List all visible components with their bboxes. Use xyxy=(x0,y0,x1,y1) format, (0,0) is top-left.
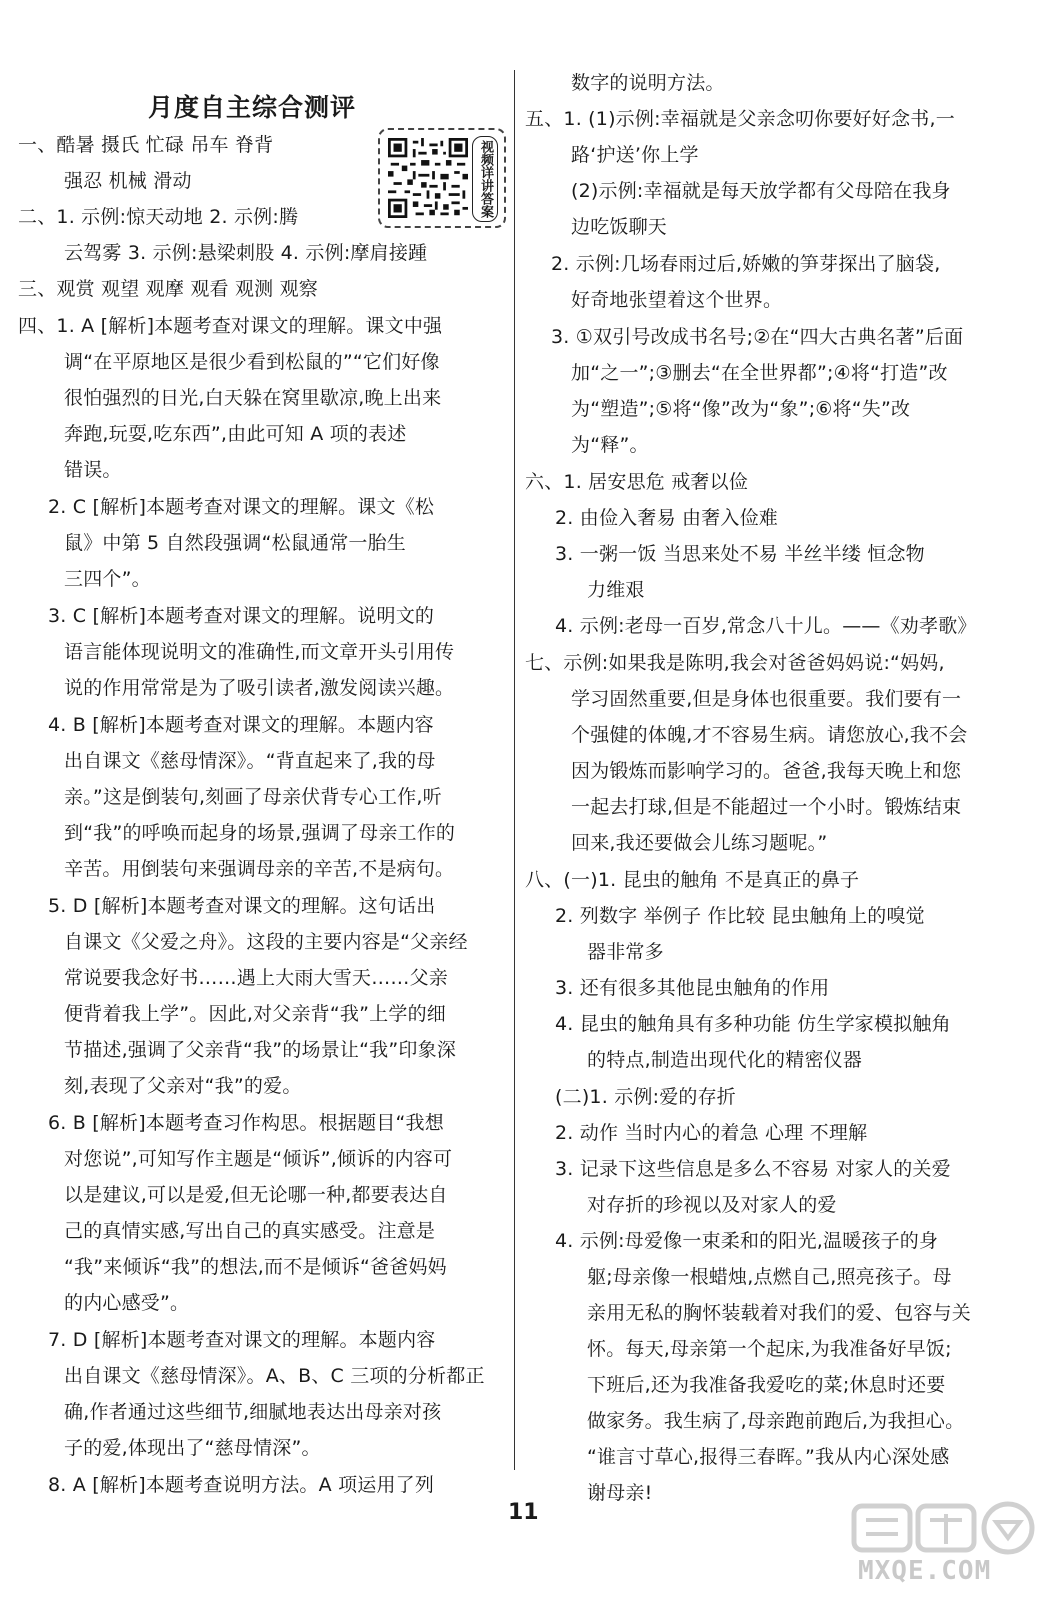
left-line: 2. C [解析]本题考查对课文的理解。课文《松 xyxy=(48,496,435,518)
qr-video-tag[interactable] xyxy=(472,136,498,222)
left-line: 7. D [解析]本题考查对课文的理解。本题内容 xyxy=(48,1329,436,1351)
right-line: 个强健的体魄,才不容易生病。请您放心,我不会 xyxy=(571,724,968,746)
watermark-logo-icon xyxy=(850,1500,1040,1556)
right-line: 亲用无私的胸怀装载着对我们的爱、包容与关 xyxy=(587,1302,972,1324)
left-line: 常说要我念好书……遇上大雨大雪天……父亲 xyxy=(64,967,449,989)
qr-video-label: 视频详讲答案 xyxy=(478,140,493,218)
right-line: 3. 还有很多其他昆虫触角的作用 xyxy=(555,977,830,999)
left-line: 8. A [解析]本题考查说明方法。A 项运用了列 xyxy=(48,1474,435,1496)
right-line: 3. 一粥一饭 当思来处不易 半丝半缕 恒念物 xyxy=(555,543,925,565)
left-line: 出自课文《慈母情深》。A、B、C 三项的分析都正 xyxy=(64,1365,485,1387)
left-line: 子的爱,体现出了“慈母情深”。 xyxy=(64,1437,321,1459)
left-line: 自课文《父爱之舟》。这段的主要内容是“父亲经 xyxy=(64,931,468,953)
right-line: 五、1. (1)示例:幸福就是父亲念叨你要好好念书,一 xyxy=(525,108,955,130)
right-line: 边吃饭聊天 xyxy=(571,216,668,238)
right-line: 3. ①双引号改成书名号;②在“四大古典名著”后面 xyxy=(551,326,964,348)
left-line: 语言能体现说明文的准确性,而文章开头引用传 xyxy=(64,641,455,663)
left-line: 三四个”。 xyxy=(64,568,151,590)
qr-code-icon[interactable] xyxy=(388,138,468,218)
left-line: 到“我”的呼唤而起身的场景,强调了母亲工作的 xyxy=(64,822,456,844)
page-number: 11 xyxy=(508,1500,539,1525)
right-line: 路‘护送’你上学 xyxy=(571,144,699,166)
left-line: 调“在平原地区是很少看到松鼠的”“它们好像 xyxy=(64,351,440,373)
watermark-text: MXQE.COM xyxy=(858,1556,992,1586)
right-line: 器非常多 xyxy=(587,941,664,963)
right-line: 4. 示例:母爱像一束柔和的阳光,温暖孩子的身 xyxy=(555,1230,939,1252)
left-line: 对您说”,可知写作主题是“倾诉”,倾诉的内容可 xyxy=(64,1148,453,1170)
right-line: 3. 记录下这些信息是多么不容易 对家人的关爱 xyxy=(555,1158,951,1180)
right-line: (二)1. 示例:爱的存折 xyxy=(555,1086,736,1108)
left-line: 亲。”这是倒装句,刻画了母亲伏背专心工作,听 xyxy=(64,786,442,808)
left-line: 很怕强烈的日光,白天躲在窝里歇凉,晚上出来 xyxy=(64,387,442,409)
left-line: 鼠》中第 5 自然段强调“松鼠通常一胎生 xyxy=(64,532,407,554)
left-line: 以是建议,可以是爱,但无论哪一种,都要表达自 xyxy=(64,1184,448,1206)
right-line: 回来,我还要做会儿练习题呢。” xyxy=(571,832,828,854)
right-line: 2. 动作 当时内心的着急 心理 不理解 xyxy=(555,1122,868,1144)
left-line: 己的真情实感,写出自己的真实感受。注意是 xyxy=(64,1220,436,1242)
right-line: 2. 列数字 举例子 作比较 昆虫触角上的嗅觉 xyxy=(555,905,925,927)
left-line: 5. D [解析]本题考查对课文的理解。这句话出 xyxy=(48,895,436,917)
left-line: “我”来倾诉“我”的想法,而不是倾诉“爸爸妈妈 xyxy=(64,1256,447,1278)
right-line: 数字的说明方法。 xyxy=(571,72,725,94)
left-line: 4. B [解析]本题考查对课文的理解。本题内容 xyxy=(48,714,434,736)
left-line: 错误。 xyxy=(64,459,122,481)
left-line: 的内心感受”。 xyxy=(64,1292,190,1314)
right-line: 因为锻炼而影响学习的。爸爸,我每天晚上和您 xyxy=(571,760,962,782)
right-line: 的特点,制造出现代化的精密仪器 xyxy=(587,1049,863,1071)
right-line: (2)示例:幸福就是每天放学都有父母陪在我身 xyxy=(571,180,951,202)
qr-code-box[interactable] xyxy=(378,128,506,228)
right-line: 2. 由俭入奢易 由奢入俭难 xyxy=(555,507,779,529)
right-line: 力维艰 xyxy=(587,579,645,601)
right-line: 好奇地张望着这个世界。 xyxy=(571,289,783,311)
left-line: 三、观赏 观望 观摩 观看 观测 观察 xyxy=(18,278,318,300)
right-line: 为“塑造”;⑤将“像”改为“象”;⑥将“失”改 xyxy=(571,398,911,420)
right-line: 怀。每天,母亲第一个起床,为我准备好早饭; xyxy=(587,1338,952,1360)
right-line: 为“释”。 xyxy=(571,434,649,456)
right-line: 2. 示例:几场春雨过后,娇嫩的笋芽探出了脑袋, xyxy=(551,253,941,275)
right-line: 对存折的珍视以及对家人的爱 xyxy=(587,1194,837,1216)
left-line: 云驾雾 3. 示例:悬梁刺股 4. 示例:摩肩接踵 xyxy=(64,242,428,264)
left-line: 出自课文《慈母情深》。“背直起来了,我的母 xyxy=(64,750,436,772)
right-line: 一起去打球,但是不能超过一个小时。锻炼结束 xyxy=(571,796,962,818)
page-title: 月度自主综合测评 xyxy=(148,93,357,122)
left-line: 6. B [解析]本题考查习作构思。根据题目“我想 xyxy=(48,1112,444,1134)
left-line: 刻,表现了父亲对“我”的爱。 xyxy=(64,1075,302,1097)
left-line: 确,作者通过这些细节,细腻地表达出母亲对孩 xyxy=(64,1401,442,1423)
right-line: 加“之一”;③删去“在全世界都”;④将“打造”改 xyxy=(571,362,948,384)
left-line: 辛苦。用倒装句来强调母亲的辛苦,不是病句。 xyxy=(64,858,455,880)
site-watermark xyxy=(850,1500,1040,1592)
right-line: 谢母亲! xyxy=(587,1482,653,1504)
left-line: 节描述,强调了父亲背“我”的场景让“我”印象深 xyxy=(64,1039,457,1061)
right-line: 4. 示例:老母一百岁,常念八十儿。——《劝孝歌》 xyxy=(555,615,977,637)
left-line: 3. C [解析]本题考查对课文的理解。说明文的 xyxy=(48,605,435,627)
right-line: 4. 昆虫的触角具有多种功能 仿生学家模拟触角 xyxy=(555,1013,951,1035)
right-line: 八、(一)1. 昆虫的触角 不是真正的鼻子 xyxy=(525,869,860,891)
right-line: “谁言寸草心,报得三春晖。”我从内心深处感 xyxy=(587,1446,950,1468)
left-line: 一、酷暑 摄氏 忙碌 吊车 脊背 xyxy=(18,134,274,156)
left-line: 奔跑,玩耍,吃东西”,由此可知 A 项的表述 xyxy=(64,423,407,445)
right-line: 学习固然重要,但是身体也很重要。我们要有一 xyxy=(571,688,962,710)
left-line: 四、1. A [解析]本题考查对课文的理解。课文中强 xyxy=(18,315,443,337)
right-line: 下班后,还为我准备我爱吃的菜;休息时还要 xyxy=(587,1374,946,1396)
right-line: 七、示例:如果我是陈明,我会对爸爸妈妈说:“妈妈, xyxy=(525,652,945,674)
right-line: 六、1. 居安思危 戒奢以俭 xyxy=(525,471,749,493)
right-line: 躯;母亲像一根蜡烛,点燃自己,照亮孩子。母 xyxy=(587,1266,952,1288)
left-line: 说的作用常常是为了吸引读者,激发阅读兴趣。 xyxy=(64,677,455,699)
left-line: 二、1. 示例:惊天动地 2. 示例:腾 xyxy=(18,206,299,228)
right-line: 做家务。我生病了,母亲跑前跑后,为我担心。 xyxy=(587,1410,965,1432)
left-line: 便背着我上学”。因此,对父亲背“我”上学的细 xyxy=(64,1003,446,1025)
left-line: 强忍 机械 滑动 xyxy=(64,170,192,192)
column-divider xyxy=(514,70,515,1470)
